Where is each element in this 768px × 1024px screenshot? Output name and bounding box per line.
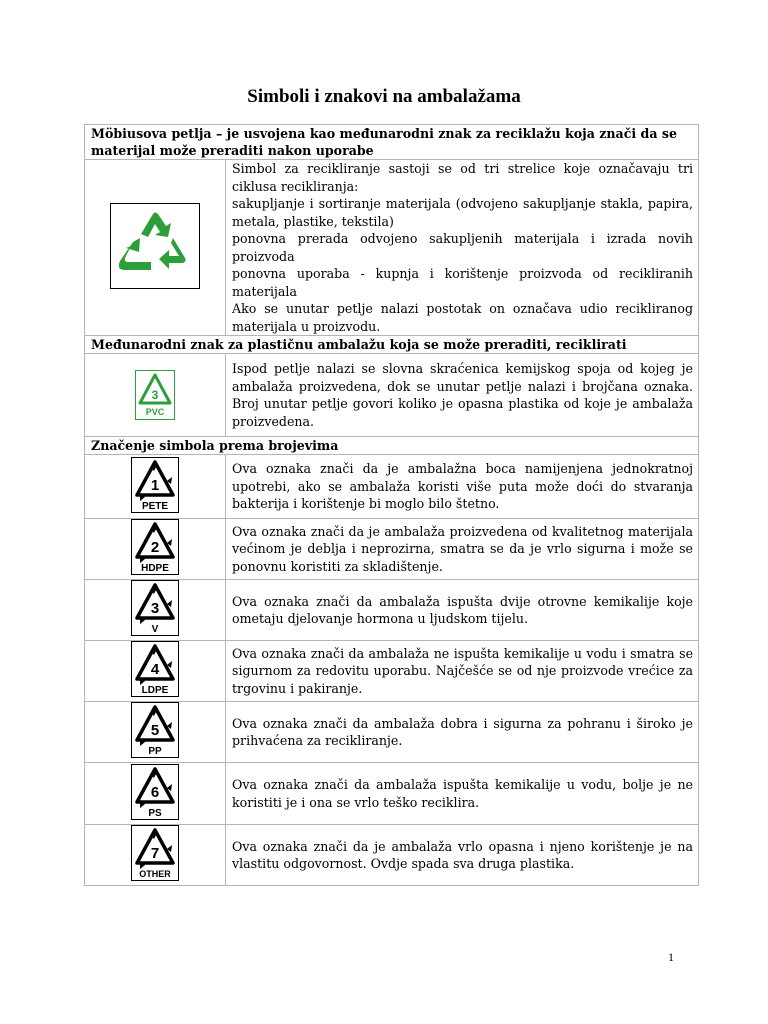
pvc-recycle-icon xyxy=(135,370,175,420)
pvc-label: PVC xyxy=(145,407,165,417)
plastic-header: Međunarodni znak za plastičnu ambalažu koja se može preraditi, reciklirati xyxy=(85,336,699,354)
mobius-line: Ako se unutar petlje nalazi postotak on označava udio recikliranog materijala u proizvodu. xyxy=(232,301,694,334)
resin-label: LDPE xyxy=(141,685,169,696)
mobius-header-row xyxy=(85,125,699,160)
resin-row xyxy=(85,580,699,641)
resin-number: 1 xyxy=(150,476,160,494)
resin-number: 6 xyxy=(150,783,160,801)
resin-number: 3 xyxy=(150,600,160,617)
resin-description: Ova oznaka znači da ambalaža dobra i sigurna za pohranu i široko je prihvaćena za recikliranje. xyxy=(226,702,699,763)
resin-code-4-icon xyxy=(131,641,179,701)
mobius-line: Simbol za recikliranje sastoji se od tri strelice koje označavaju tri ciklusa recikliranja: xyxy=(232,161,694,194)
resin-icon-cell xyxy=(85,519,226,580)
page-title: Simboli i znakovi na ambalažama xyxy=(247,86,521,107)
resin-row xyxy=(85,641,699,702)
resin-row xyxy=(85,825,699,886)
resin-description: Ova oznaka znači da ambalaža ne ispušta kemikalije u vodu i smatra se sigurnom za redovitu uporabu. Najčešće se od nje proizvode vrećice za trgovinu i pakiranje. xyxy=(226,641,699,702)
resin-label: HDPE xyxy=(141,563,169,574)
plastic-header-row xyxy=(85,336,699,354)
plastic-description: Ispod petlje nalazi se slovna skraćenica kemijskog spoja od kojeg je ambalaža proizvedena, dok se unutar petlje nalazi i brojčana oznaka. Broj unutar petlje govori koliko je opasna plastika od koje je ambalaža proizvedena. xyxy=(226,354,699,437)
recycle-loop-icon xyxy=(110,203,200,289)
resin-icon-cell xyxy=(85,825,226,886)
resin-code-7-icon xyxy=(131,825,179,885)
resin-code-3-icon xyxy=(131,580,179,640)
numbers-header: Značenje simbola prema brojevima xyxy=(85,437,699,455)
resin-description: Ova oznaka znači da ambalaža ispušta dvije otrovne kemikalije koje ometaju djelovanje hormona u ljudskom tijelu. xyxy=(226,580,699,641)
resin-icon-cell xyxy=(85,641,226,702)
mobius-line: ponovna prerada odvojeno sakupljenih materijala i izrada novih proizvoda xyxy=(232,231,694,264)
resin-description: Ova oznaka znači da je ambalaža proizvedena od kvalitetnog materijala većinom je deblja i neprozirna, smatra se da je vrlo sigurna i može se ponovnu koristiti za skladištenje. xyxy=(226,519,699,580)
mobius-line: sakupljanje i sortiranje materijala (odvojeno sakupljanje stakla, papira, metala, plastike, tekstila) xyxy=(232,196,694,229)
resin-description: Ova oznaka znači da je ambalažna boca namijenjena jednokratnoj upotrebi, ako se ambalaža koristi više puta može doći do stvaranja bakterija i korištenje bi moglo bilo štetno. xyxy=(226,455,699,519)
mobius-icon-cell xyxy=(85,160,226,336)
resin-description: Ova oznaka znači da ambalaža ispušta kemikalije u vodu, bolje je ne koristiti je i ona se vrlo teško reciklira. xyxy=(226,763,699,825)
resin-icon-cell xyxy=(85,702,226,763)
resin-label: PETE xyxy=(141,500,169,512)
mobius-line: ponovna uporaba - kupnja i korištenje proizvoda od recikliranih materijala xyxy=(232,266,694,299)
resin-description: Ova oznaka znači da je ambalaža vrlo opasna i njeno korištenje je na vlastitu odgovornost. Ovdje spada sva druga plastika. xyxy=(226,825,699,886)
resin-number: 7 xyxy=(150,845,160,862)
symbols-table xyxy=(84,124,699,886)
resin-label: OTHER xyxy=(139,869,171,879)
resin-number: 2 xyxy=(150,539,160,556)
resin-row xyxy=(85,455,699,519)
mobius-header: Möbiusova petlja – je usvojena kao međunarodni znak za reciklažu koja znači da se materijal može preraditi nakon uporabe xyxy=(85,125,699,160)
resin-code-6-icon xyxy=(131,764,179,824)
resin-row xyxy=(85,519,699,580)
resin-label: PP xyxy=(148,746,162,757)
resin-code-1-icon xyxy=(131,457,179,517)
plastic-row xyxy=(85,354,699,437)
resin-label: V xyxy=(151,624,159,635)
resin-number: 4 xyxy=(150,661,160,678)
numbers-header-row xyxy=(85,437,699,455)
resin-icon-cell xyxy=(85,580,226,641)
resin-row xyxy=(85,763,699,825)
resin-icon-cell xyxy=(85,455,226,519)
resin-number: 5 xyxy=(150,722,160,739)
mobius-row xyxy=(85,160,699,336)
resin-icon-cell xyxy=(85,763,226,825)
mobius-description xyxy=(226,160,699,336)
resin-row xyxy=(85,702,699,763)
resin-code-2-icon xyxy=(131,519,179,579)
resin-label: PS xyxy=(148,807,162,819)
pvc-number: 3 xyxy=(151,388,159,402)
resin-code-5-icon xyxy=(131,702,179,762)
pvc-icon-cell xyxy=(85,354,226,437)
page-number: 1 xyxy=(668,950,674,964)
